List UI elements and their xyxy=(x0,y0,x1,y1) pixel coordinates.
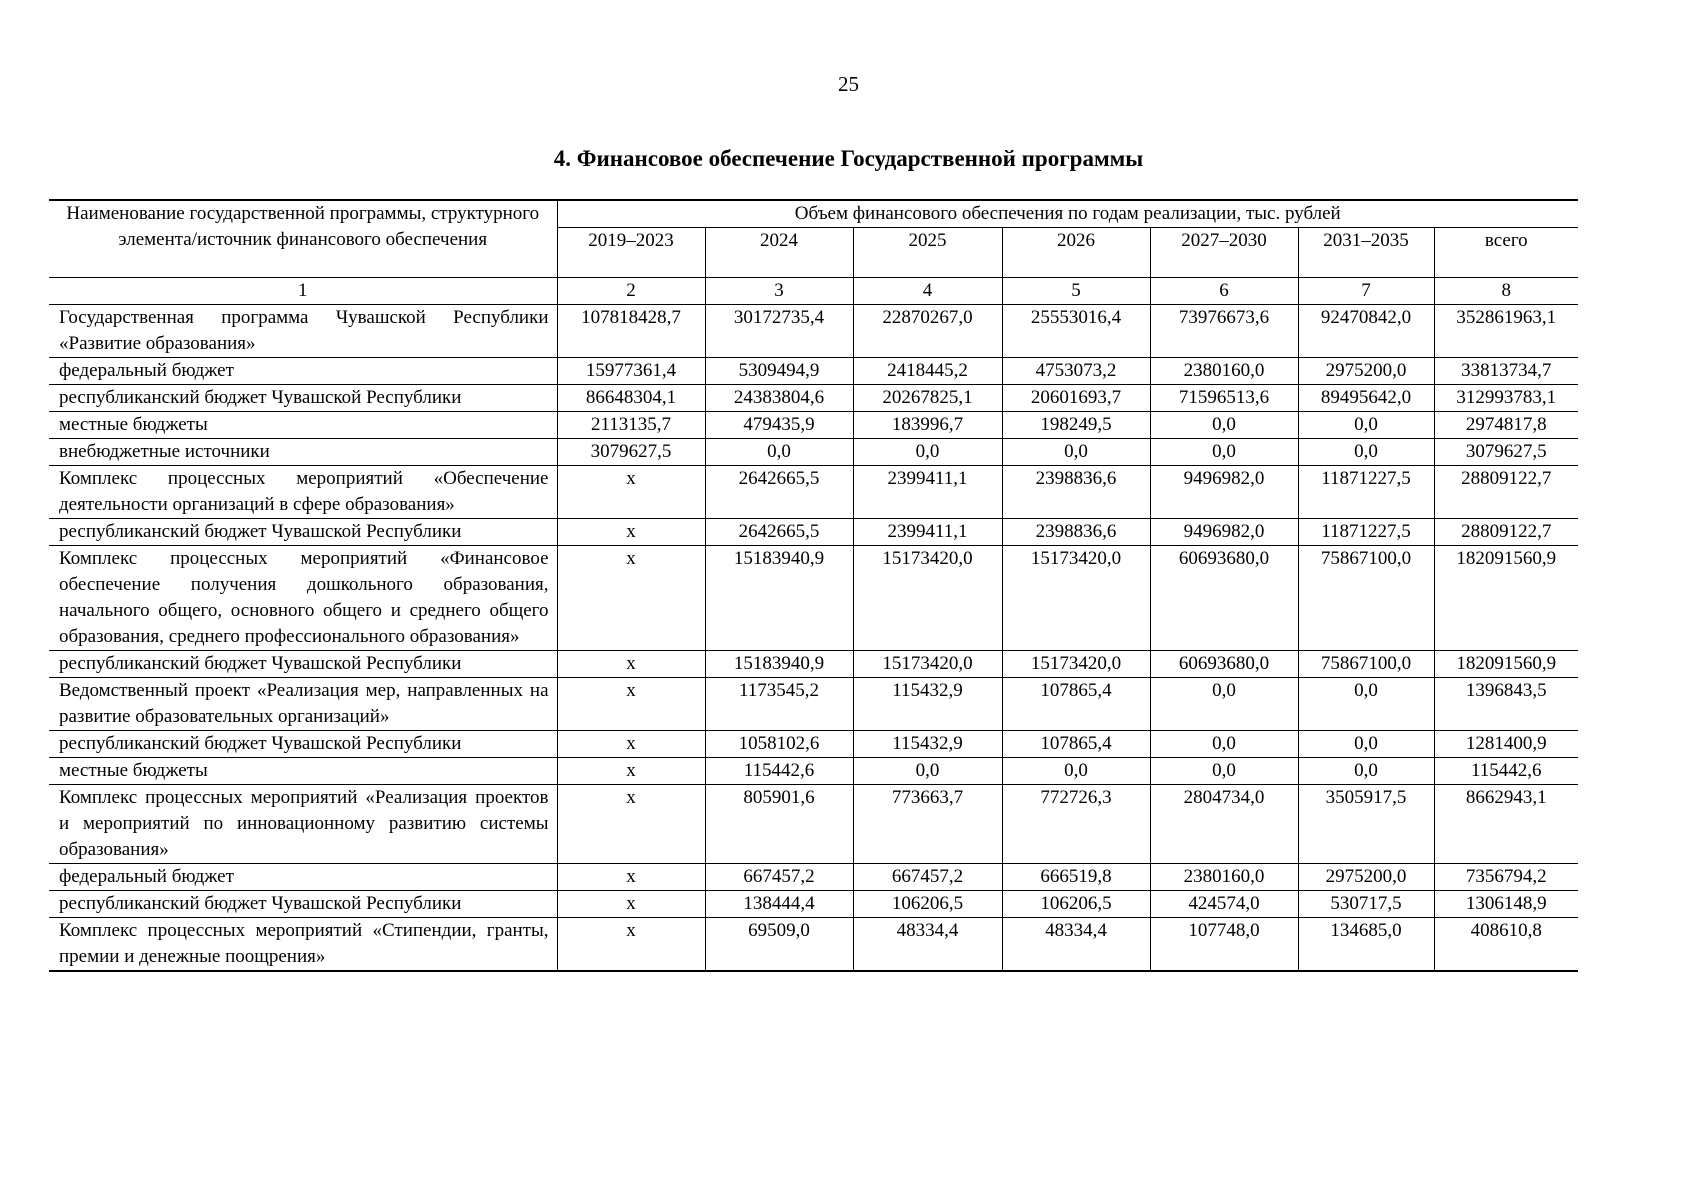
column-index-row xyxy=(49,278,1578,305)
row-name: Комплекс процессных мероприятий «Обеспечение деятельности организаций в сфере образования» xyxy=(49,466,557,519)
row-name: местные бюджеты xyxy=(49,758,557,785)
row-name: федеральный бюджет xyxy=(49,358,557,385)
value-cell: 5309494,9 xyxy=(705,358,853,385)
value-cell: 92470842,0 xyxy=(1298,305,1434,358)
value-cell: 0,0 xyxy=(1298,758,1434,785)
value-cell: 772726,3 xyxy=(1002,785,1150,864)
row-name: Ведомственный проект «Реализация мер, направленных на развитие образовательных организаций» xyxy=(49,678,557,731)
row-name: республиканский бюджет Чувашской Республики xyxy=(49,731,557,758)
value-cell: 0,0 xyxy=(1298,678,1434,731)
value-cell: 1173545,2 xyxy=(705,678,853,731)
row-name: республиканский бюджет Чувашской Республики xyxy=(49,385,557,412)
row-name: Комплекс процессных мероприятий «Реализация проектов и мероприятий по инновационному развитию системы образования» xyxy=(49,785,557,864)
value-cell: 805901,6 xyxy=(705,785,853,864)
value-cell: 15173420,0 xyxy=(853,651,1002,678)
value-cell: 198249,5 xyxy=(1002,412,1150,439)
table-row xyxy=(49,918,1578,972)
value-cell: x xyxy=(557,891,705,918)
value-cell: 1396843,5 xyxy=(1434,678,1578,731)
value-cell: 667457,2 xyxy=(853,864,1002,891)
value-cell: 89495642,0 xyxy=(1298,385,1434,412)
value-cell: x xyxy=(557,466,705,519)
column-index: 1 xyxy=(49,278,557,305)
column-index: 6 xyxy=(1150,278,1298,305)
value-cell: 134685,0 xyxy=(1298,918,1434,972)
table-row xyxy=(49,678,1578,731)
value-cell: 2113135,7 xyxy=(557,412,705,439)
value-cell: 667457,2 xyxy=(705,864,853,891)
row-name: Государственная программа Чувашской Республики «Развитие образования» xyxy=(49,305,557,358)
value-cell: 11871227,5 xyxy=(1298,519,1434,546)
value-cell: 75867100,0 xyxy=(1298,651,1434,678)
value-cell: 69509,0 xyxy=(705,918,853,972)
column-index: 3 xyxy=(705,278,853,305)
column-index: 2 xyxy=(557,278,705,305)
row-name: федеральный бюджет xyxy=(49,864,557,891)
value-cell: 11871227,5 xyxy=(1298,466,1434,519)
value-cell: x xyxy=(557,651,705,678)
value-cell: 2975200,0 xyxy=(1298,358,1434,385)
value-cell: 28809122,7 xyxy=(1434,519,1578,546)
value-cell: 33813734,7 xyxy=(1434,358,1578,385)
column-index: 4 xyxy=(853,278,1002,305)
value-cell: 86648304,1 xyxy=(557,385,705,412)
year-header: 2025 xyxy=(853,228,1002,278)
value-cell: 0,0 xyxy=(1298,412,1434,439)
value-cell: 182091560,9 xyxy=(1434,546,1578,651)
table-row xyxy=(49,305,1578,358)
table-row xyxy=(49,864,1578,891)
table-row xyxy=(49,439,1578,466)
financing-table xyxy=(49,199,1578,972)
value-cell: 107865,4 xyxy=(1002,731,1150,758)
table-row xyxy=(49,412,1578,439)
table-row xyxy=(49,358,1578,385)
value-cell: 15173420,0 xyxy=(1002,651,1150,678)
value-cell: 424574,0 xyxy=(1150,891,1298,918)
value-cell: 773663,7 xyxy=(853,785,1002,864)
value-cell: 2974817,8 xyxy=(1434,412,1578,439)
value-cell: 2380160,0 xyxy=(1150,864,1298,891)
value-cell: 0,0 xyxy=(853,758,1002,785)
value-cell: x xyxy=(557,519,705,546)
row-name: Комплекс процессных мероприятий «Финансовое обеспечение получения дошкольного образования, начального общего, основного общего и среднего общего образования, среднего профессионального образования» xyxy=(49,546,557,651)
value-cell: 30172735,4 xyxy=(705,305,853,358)
value-cell: 106206,5 xyxy=(853,891,1002,918)
value-cell: 138444,4 xyxy=(705,891,853,918)
table-row xyxy=(49,891,1578,918)
table-row xyxy=(49,466,1578,519)
value-cell: 71596513,6 xyxy=(1150,385,1298,412)
value-cell: 20267825,1 xyxy=(853,385,1002,412)
value-cell: 4753073,2 xyxy=(1002,358,1150,385)
column-header-name: Наименование государственной программы, структурного элемента/источник финансового обеспечения xyxy=(49,200,557,278)
year-header: 2027–2030 xyxy=(1150,228,1298,278)
value-cell: 48334,4 xyxy=(1002,918,1150,972)
row-name: внебюджетные источники xyxy=(49,439,557,466)
row-name: местные бюджеты xyxy=(49,412,557,439)
row-name: республиканский бюджет Чувашской Республики xyxy=(49,651,557,678)
value-cell: 0,0 xyxy=(853,439,1002,466)
value-cell: 28809122,7 xyxy=(1434,466,1578,519)
value-cell: 9496982,0 xyxy=(1150,519,1298,546)
value-cell: 2399411,1 xyxy=(853,519,1002,546)
table-body xyxy=(49,305,1578,972)
year-header: 2019–2023 xyxy=(557,228,705,278)
value-cell: 20601693,7 xyxy=(1002,385,1150,412)
value-cell: 0,0 xyxy=(1150,758,1298,785)
value-cell: 15173420,0 xyxy=(853,546,1002,651)
table-row xyxy=(49,785,1578,864)
value-cell: 7356794,2 xyxy=(1434,864,1578,891)
table-row xyxy=(49,546,1578,651)
value-cell: 2642665,5 xyxy=(705,466,853,519)
value-cell: 312993783,1 xyxy=(1434,385,1578,412)
value-cell: 408610,8 xyxy=(1434,918,1578,972)
value-cell: x xyxy=(557,678,705,731)
value-cell: 0,0 xyxy=(1150,678,1298,731)
value-cell: 9496982,0 xyxy=(1150,466,1298,519)
value-cell: 1281400,9 xyxy=(1434,731,1578,758)
value-cell: 15183940,9 xyxy=(705,546,853,651)
value-cell: 15183940,9 xyxy=(705,651,853,678)
value-cell: 0,0 xyxy=(1150,731,1298,758)
value-cell: 2804734,0 xyxy=(1150,785,1298,864)
row-name: республиканский бюджет Чувашской Республики xyxy=(49,891,557,918)
row-name: республиканский бюджет Чувашской Республики xyxy=(49,519,557,546)
table-row xyxy=(49,385,1578,412)
table-row xyxy=(49,731,1578,758)
header-row xyxy=(49,200,1578,228)
value-cell: 0,0 xyxy=(1002,758,1150,785)
value-cell: 15977361,4 xyxy=(557,358,705,385)
value-cell: x xyxy=(557,731,705,758)
page-number: 25 xyxy=(838,72,859,96)
row-name: Комплекс процессных мероприятий «Стипендии, гранты, премии и денежные поощрения» xyxy=(49,918,557,972)
value-cell: 24383804,6 xyxy=(705,385,853,412)
value-cell: 479435,9 xyxy=(705,412,853,439)
value-cell: 3079627,5 xyxy=(1434,439,1578,466)
value-cell: 106206,5 xyxy=(1002,891,1150,918)
value-cell: x xyxy=(557,785,705,864)
value-cell: 22870267,0 xyxy=(853,305,1002,358)
value-cell: 2418445,2 xyxy=(853,358,1002,385)
value-cell: 530717,5 xyxy=(1298,891,1434,918)
value-cell: x xyxy=(557,758,705,785)
value-cell: 75867100,0 xyxy=(1298,546,1434,651)
value-cell: 2398836,6 xyxy=(1002,519,1150,546)
year-header-total: всего xyxy=(1434,228,1578,278)
value-cell: 0,0 xyxy=(1150,439,1298,466)
value-cell: 183996,7 xyxy=(853,412,1002,439)
value-cell: 1306148,9 xyxy=(1434,891,1578,918)
column-index: 5 xyxy=(1002,278,1150,305)
value-cell: 60693680,0 xyxy=(1150,546,1298,651)
value-cell: 0,0 xyxy=(1298,439,1434,466)
value-cell: 0,0 xyxy=(1150,412,1298,439)
value-cell: 15173420,0 xyxy=(1002,546,1150,651)
table-row xyxy=(49,519,1578,546)
value-cell: 182091560,9 xyxy=(1434,651,1578,678)
value-cell: 115442,6 xyxy=(1434,758,1578,785)
value-cell: 8662943,1 xyxy=(1434,785,1578,864)
value-cell: 107865,4 xyxy=(1002,678,1150,731)
section-title: 4. Финансовое обеспечение Государственной программы xyxy=(553,146,1144,171)
value-cell: x xyxy=(557,546,705,651)
table-row xyxy=(49,758,1578,785)
column-index: 8 xyxy=(1434,278,1578,305)
value-cell: 2380160,0 xyxy=(1150,358,1298,385)
value-cell: x xyxy=(557,918,705,972)
value-cell: 0,0 xyxy=(705,439,853,466)
value-cell: 2975200,0 xyxy=(1298,864,1434,891)
column-index: 7 xyxy=(1298,278,1434,305)
value-cell: 25553016,4 xyxy=(1002,305,1150,358)
value-cell: 1058102,6 xyxy=(705,731,853,758)
value-cell: 115432,9 xyxy=(853,731,1002,758)
column-header-volume: Объем финансового обеспечения по годам реализации, тыс. рублей xyxy=(557,200,1578,228)
year-header: 2024 xyxy=(705,228,853,278)
value-cell: x xyxy=(557,864,705,891)
value-cell: 73976673,6 xyxy=(1150,305,1298,358)
year-header: 2026 xyxy=(1002,228,1150,278)
value-cell: 115432,9 xyxy=(853,678,1002,731)
value-cell: 107748,0 xyxy=(1150,918,1298,972)
value-cell: 0,0 xyxy=(1298,731,1434,758)
value-cell: 3505917,5 xyxy=(1298,785,1434,864)
value-cell: 107818428,7 xyxy=(557,305,705,358)
table-row xyxy=(49,651,1578,678)
value-cell: 60693680,0 xyxy=(1150,651,1298,678)
value-cell: 2398836,6 xyxy=(1002,466,1150,519)
value-cell: 48334,4 xyxy=(853,918,1002,972)
value-cell: 3079627,5 xyxy=(557,439,705,466)
value-cell: 352861963,1 xyxy=(1434,305,1578,358)
value-cell: 115442,6 xyxy=(705,758,853,785)
value-cell: 2399411,1 xyxy=(853,466,1002,519)
year-header: 2031–2035 xyxy=(1298,228,1434,278)
value-cell: 0,0 xyxy=(1002,439,1150,466)
value-cell: 666519,8 xyxy=(1002,864,1150,891)
value-cell: 2642665,5 xyxy=(705,519,853,546)
